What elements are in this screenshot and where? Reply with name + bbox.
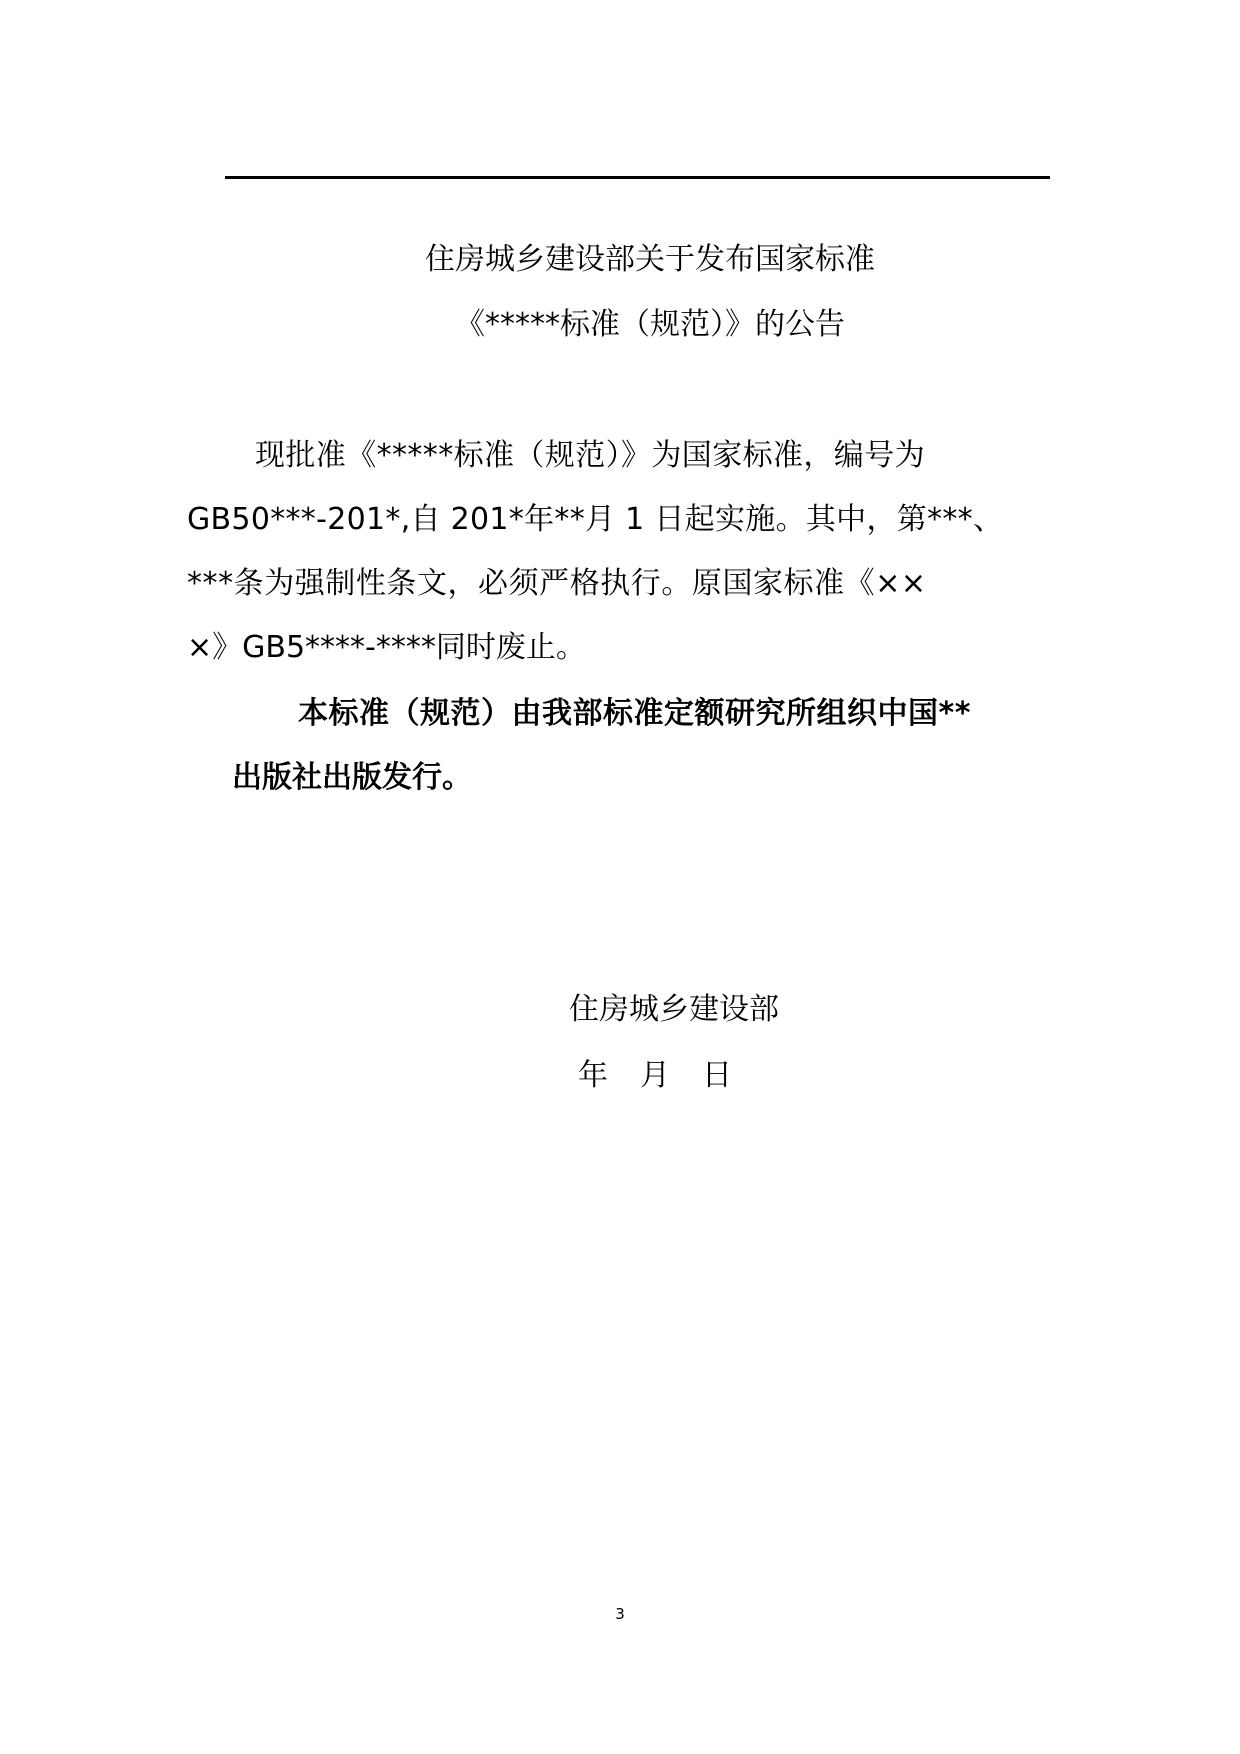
page-number: 3 — [615, 1605, 625, 1623]
paragraph-1-line-3: ***条为强制性条文，必须严格执行。原国家标准《×× — [187, 566, 927, 601]
signature-month-label: 月 — [640, 1058, 670, 1093]
paragraph-2-line-2: 出版社出版发行。 — [232, 760, 472, 795]
signature-date — [578, 1056, 732, 1096]
signature-day-label: 日 — [702, 1058, 732, 1093]
signature-organization: 住房城乡建设部 — [569, 992, 779, 1027]
paragraph-1-line-1: 现批准《*****标准（规范）》为国家标准，编号为 — [255, 438, 925, 473]
paragraph-1-line-2: GB50***-201*,自 201*年**月 1 日起实施。其中，第***、 — [187, 502, 1004, 537]
header-rule — [225, 176, 1050, 179]
signature-year-label: 年 — [578, 1058, 608, 1093]
announcement-title-line-1: 住房城乡建设部关于发布国家标准 — [425, 242, 875, 277]
paragraph-1-line-4: ×》GB5****-****同时废止。 — [187, 630, 586, 665]
paragraph-2-line-1: 本标准（规范）由我部标准定额研究所组织中国** — [298, 696, 971, 731]
announcement-title-line-2: 《*****标准（规范）》的公告 — [455, 307, 845, 342]
